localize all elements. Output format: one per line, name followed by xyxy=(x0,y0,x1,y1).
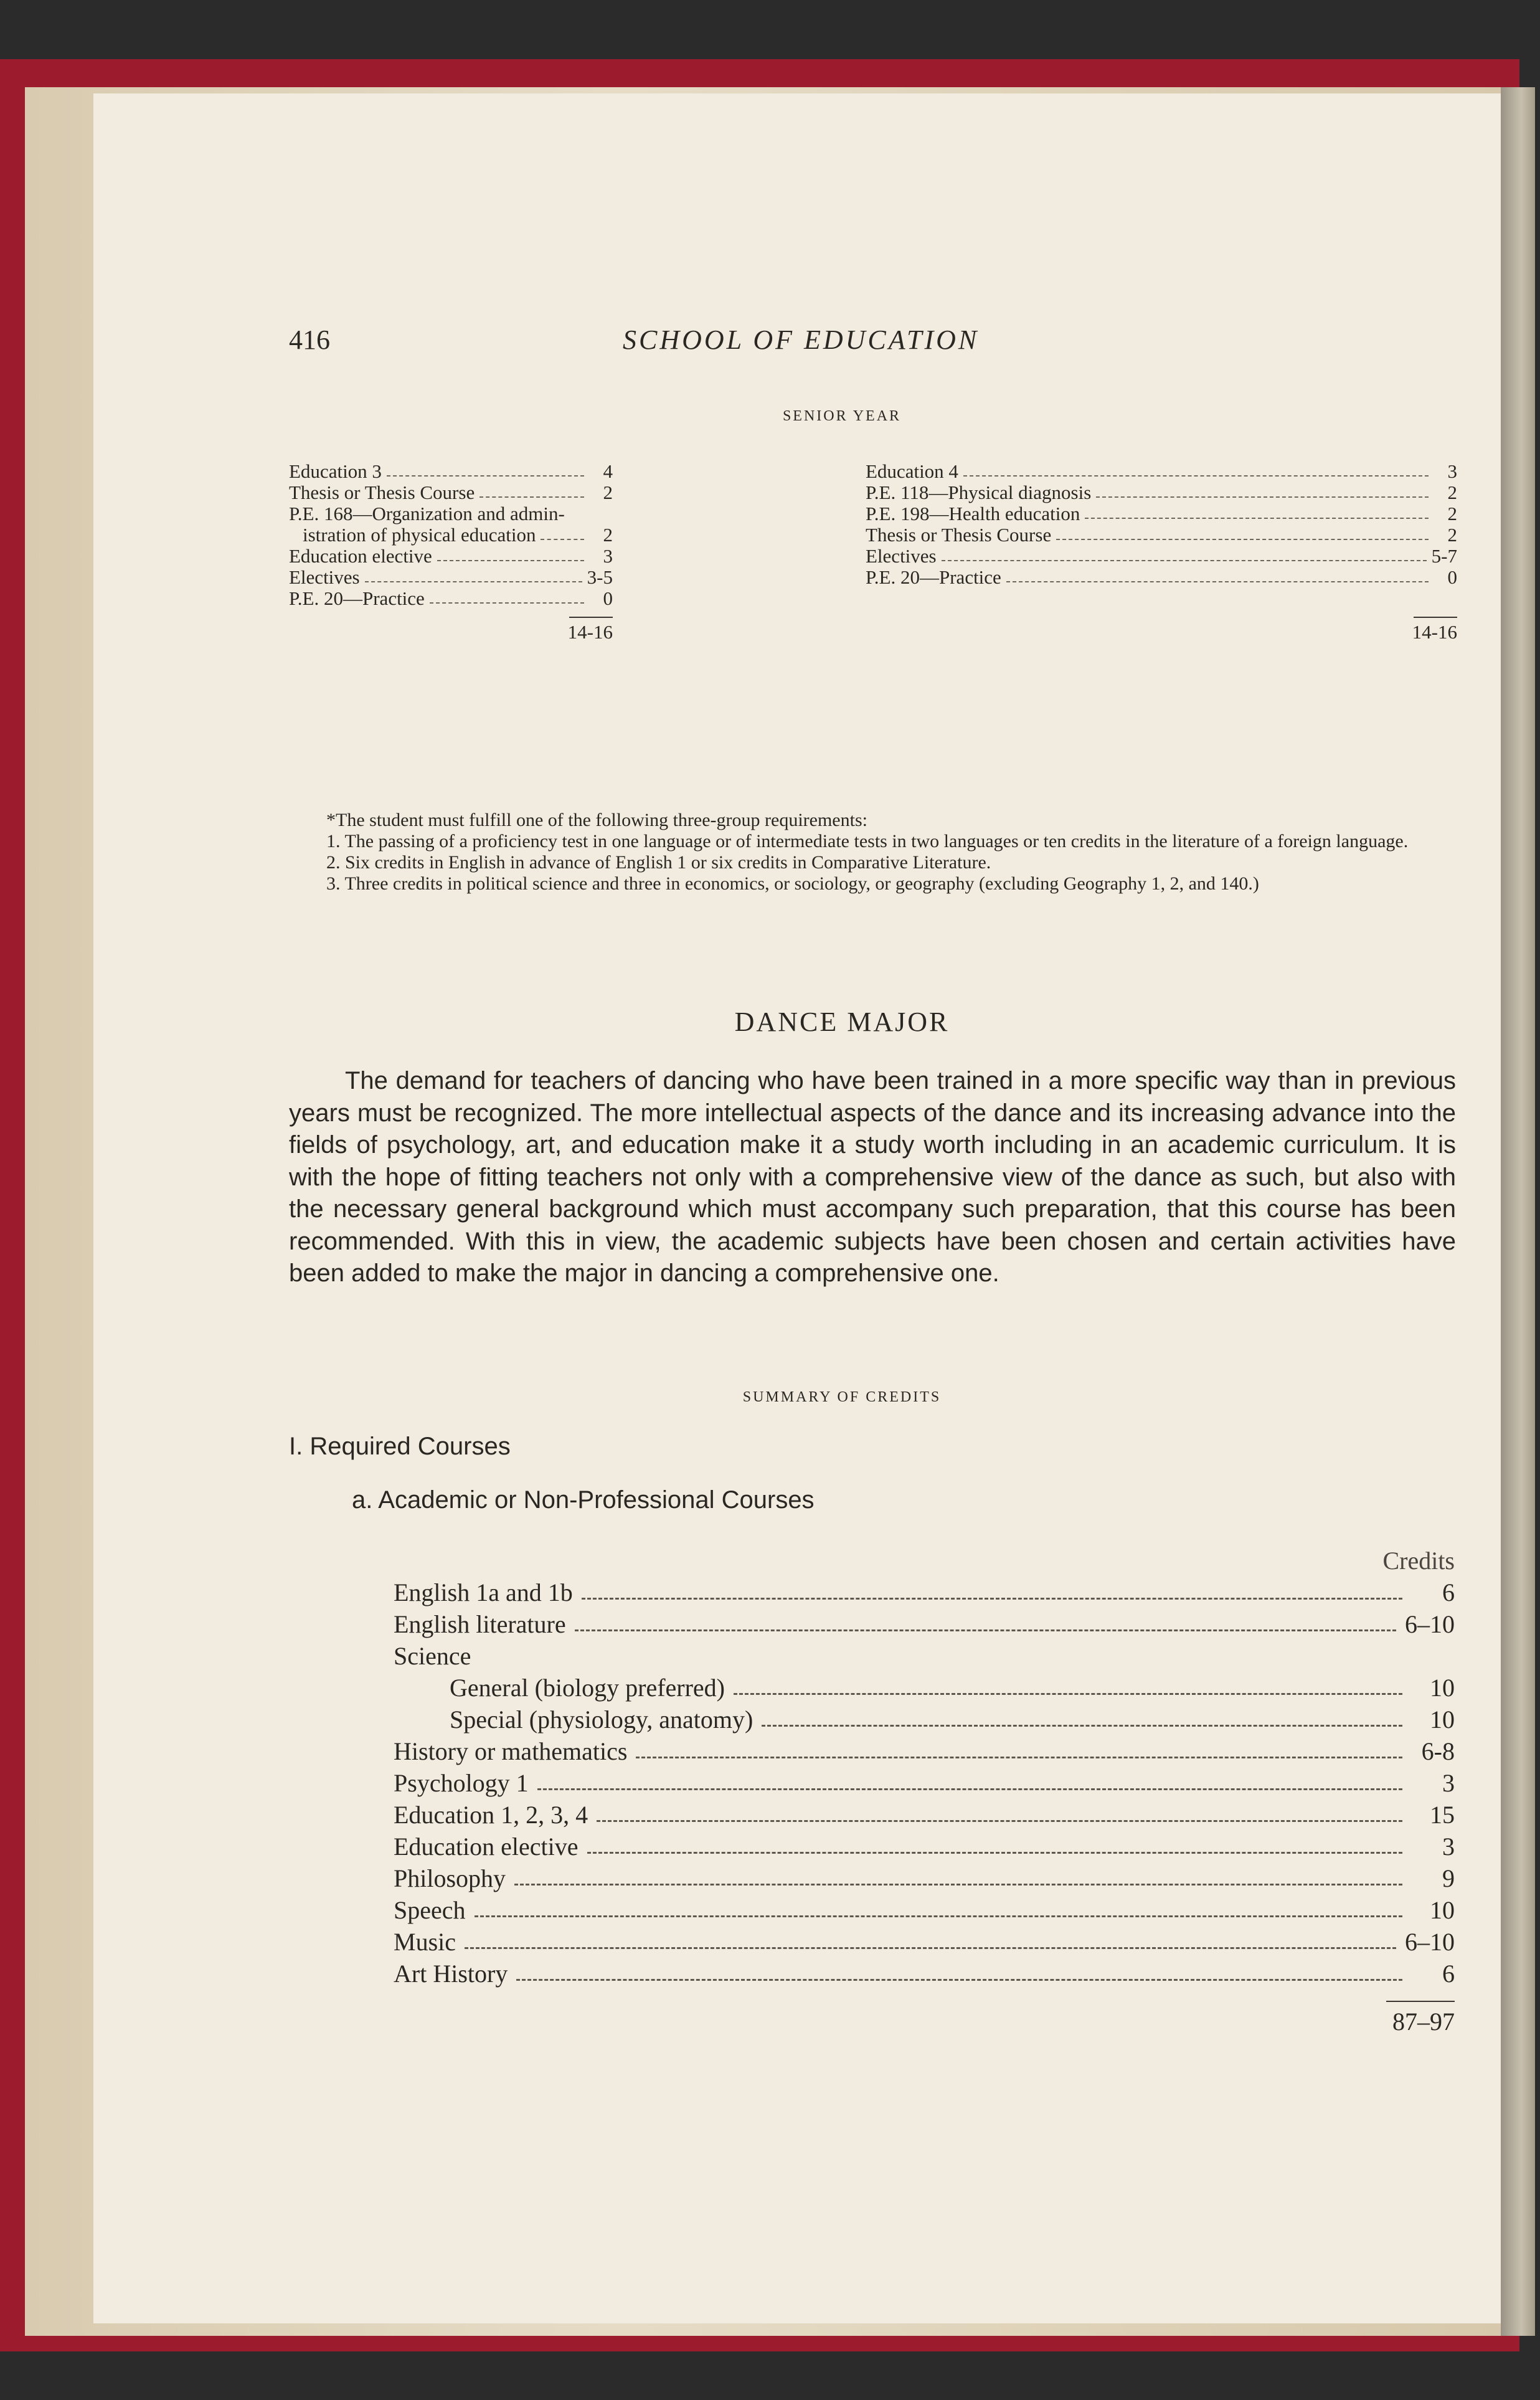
total-rule xyxy=(569,617,613,618)
course-row: Education 3 4 xyxy=(289,460,613,482)
running-head xyxy=(93,324,1501,361)
subsection-heading: a. Academic or Non-Professional Courses xyxy=(352,1486,815,1514)
footnote-item: 1. The passing of a proficiency test in one language or of intermediate tests in two languages or ten credits in the literature of a foreign language. xyxy=(326,831,1409,851)
total-rule xyxy=(1386,2001,1455,2002)
credit-row: Psychology 1 3 xyxy=(394,1767,1455,1799)
senior-year-heading: SENIOR YEAR xyxy=(782,408,902,424)
course-row: P.E. 168—Organization and admin- xyxy=(289,503,565,524)
credit-row: Music 6–10 xyxy=(394,1926,1455,1958)
senior-left-column xyxy=(289,461,613,643)
course-row: Electives 5-7 xyxy=(866,545,1457,567)
credits-total: 87–97 xyxy=(1392,2008,1455,2036)
summary-heading: SUMMARY OF CREDITS xyxy=(742,1389,942,1405)
course-row: P.E. 118—Physical diagnosis 2 xyxy=(866,481,1457,503)
footnote-item: 3. Three credits in political science and three in economics, or sociology, or geography (excluding Geography 1, 2, and 140.) xyxy=(326,873,1259,894)
course-row: Education elective 3 xyxy=(289,545,613,567)
course-row: Thesis or Thesis Course 2 xyxy=(289,481,613,503)
credits-column-label: Credits xyxy=(1382,1547,1455,1575)
course-row: Education 4 3 xyxy=(866,460,1457,482)
dance-major-paragraph: The demand for teachers of dancing who have been trained in a more specific way than in previous years must be recognized. The more intellectual aspects of the dance and its increasing advance into the fields of psychology, art, and education make it a study worth including in an academic curriculum. It is with the hope of fitting teachers not only with a comprehensive view of the dance as such, but also with the necessary general background which must accompany such preparation, that this course has been recommended. With this in view, the academic subjects have been chosen and certain activities have been added to make the major in dancing a comprehensive one. xyxy=(289,1067,1456,1287)
credit-row: Speech 10 xyxy=(394,1894,1455,1926)
course-row: P.E. 198—Health education 2 xyxy=(866,503,1457,524)
footnote-item: 2. Six credits in English in advance of English 1 or six credits in Comparative Literature. xyxy=(326,852,991,873)
senior-right-column xyxy=(866,461,1457,643)
right-total: 14-16 xyxy=(1412,621,1457,643)
footnote-intro: *The student must fulfill one of the following three-group requirements: xyxy=(326,810,867,830)
credit-row: General (biology preferred) 10 xyxy=(394,1672,1455,1704)
footnote xyxy=(289,810,1455,894)
page-number: 416 xyxy=(289,325,330,355)
course-row: P.E. 20—Practice 0 xyxy=(866,566,1457,588)
course-row: Thesis or Thesis Course 2 xyxy=(866,524,1457,546)
book-page xyxy=(93,93,1501,2323)
credit-row: Science xyxy=(394,1642,471,1670)
credit-row: Special (physiology, anatomy) 10 xyxy=(394,1704,1455,1735)
credit-row: English 1a and 1b 6 xyxy=(394,1577,1455,1608)
credit-row: Education elective 3 xyxy=(394,1831,1455,1862)
credits-list xyxy=(394,1545,1455,2037)
section-heading: I. Required Courses xyxy=(289,1433,511,1460)
left-total: 14-16 xyxy=(567,621,613,643)
credit-row: Philosophy 9 xyxy=(394,1862,1455,1894)
course-row: istration of physical education 2 xyxy=(303,524,613,546)
credit-row: History or mathematics 6-8 xyxy=(394,1735,1455,1767)
course-row: Electives 3-5 xyxy=(289,566,613,588)
total-rule xyxy=(1414,617,1457,618)
dance-major-title: DANCE MAJOR xyxy=(734,1007,950,1037)
credit-row: English literature 6–10 xyxy=(394,1608,1455,1640)
credit-row: Education 1, 2, 3, 4 15 xyxy=(394,1799,1455,1831)
running-title: SCHOOL OF EDUCATION xyxy=(623,325,980,355)
course-row: P.E. 20—Practice 0 xyxy=(289,587,613,609)
dance-major-body xyxy=(289,1065,1456,1290)
credit-row: Art History 6 xyxy=(394,1958,1455,1990)
